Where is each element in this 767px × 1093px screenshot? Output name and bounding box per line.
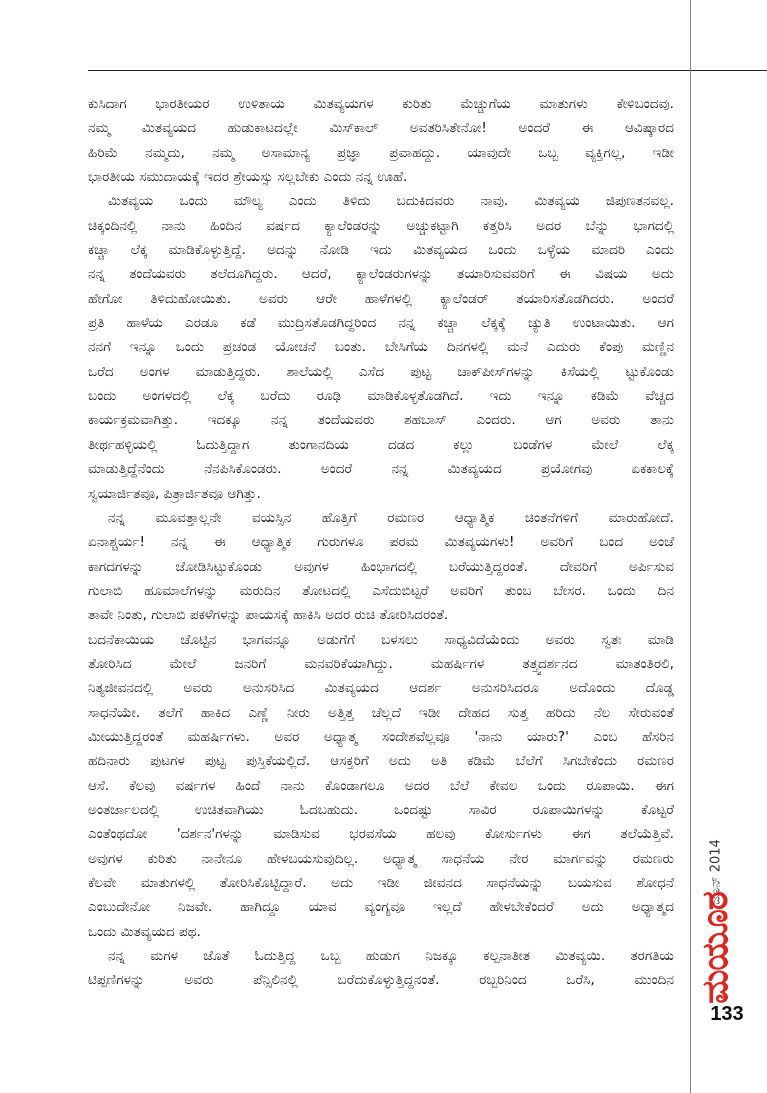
header-rule	[88, 70, 767, 71]
text-line: ಬದನೆಕಾಯಿಯ ಚೊಟ್ಟಿನ ಭಾಗವನ್ನೂ ಅಡುಗೆಗೆ ಬಳಸಲು ಸಾಧ್ಯವಿದೆಯೆಂದು ಅವರು ಸ್ವತಃ ಮಾಡಿ	[88, 631, 674, 648]
issue-date: ಜೂನ್ 2014	[708, 839, 724, 905]
text-line: ಕುಸಿದಾಗ ಭಾರತೀಯರ ಉಳಿತಾಯ ಮಿತವ್ಯಯಗಳ ಕುರಿತು ಮೆಚ್ಚುಗೆಯ ಮಾತುಗಳು ಕೇಳಿಬಂದವು.	[88, 96, 674, 112]
text-line: ಮೀಯುತ್ತಿದ್ದರಂತೆ ಮಹರ್ಷಿಗಳು. ಅವರ ಅಧ್ಯಾತ್ಮ ಸಂದೇಶವೆಲ್ಲವೂ 'ನಾನು ಯಾರು?' ಎಂಬ ಹೆಸರಿನ	[88, 728, 674, 745]
text-line: ಪ್ರತಿ ಹಾಳೆಯ ಎರಡೂ ಕಡೆ ಮುದ್ರಿಸತೊಡಗಿದ್ದರಿಂದ ನನ್ನ ಕಚ್ಚಾ ಲೆಕ್ಕಕ್ಕೆ ಚ್ಯುತಿ ಉಂಟಾಯಿತು. ಆಗ	[88, 315, 674, 332]
text-line: ಮಾಡುತ್ತಿದ್ದೆನೆಂದು ನೆನಪಿಸಿಕೊಂಡರು. ಅಂದರೆ ನನ್ನ ಮಿತವ್ಯಯದ ಪ್ರಯೋಗವು ಏಕಕಾಲಕ್ಕೆ	[88, 461, 674, 478]
text-line: ಏನಾಶ್ಚರ್ಯ! ನನ್ನ ಈ ಆಧ್ಯಾತ್ಮಿಕ ಗುರುಗಳೂ ಪರಮ ಮಿತವ್ಯಯಗಳು! ಅವರಿಗೆ ಬಂದ ಅಂಚೆ	[88, 534, 674, 551]
text-line: ಎಂಬುದೇನೋ ನಿಜವೇ. ಹಾಗಿದ್ದೂ ಯಾವ ವ್ಯಂಗ್ಯವೂ ಇಲ್ಲದೆ ಹೇಳಬೇಕೆಂದರೆ ಅದು ಅಧ್ಯಾತ್ಮದ	[88, 899, 674, 916]
text-line: ಚಿಕ್ಕಂದಿನಲ್ಲಿ ನಾನು ಹಿಂದಿನ ವರ್ಷದ ಕ್ಯಾಲೆಂಡರನ್ನು ಅಚ್ಚುಕಟ್ಟಾಗಿ ಕತ್ತರಿಸಿ ಅದರ ಬೆನ್ನು ಭಾಗದಲ್ಲಿ	[88, 217, 674, 234]
page-number: 133	[710, 1003, 744, 1025]
text-line: ನಮ್ಮ ಮಿತವ್ಯಯದ ಹುಡುಕಾಟದಲ್ಲೇ ಮಿಸ್‌ಕಾಲ್ ಅವತರಿಸಿತೇನೋ! ಅಂದರೆ ಈ ಆವಿಷ್ಕಾರದ	[88, 120, 674, 137]
text-line: ಕಾಗದಗಳನ್ನು ಜೋಡಿಸಿಟ್ಟುಕೊಂಡು ಅವುಗಳ ಹಿಂಭಾಗದಲ್ಲಿ ಬರೆಯುತ್ತಿದ್ದರಂತೆ. ದೇವರಿಗೆ ಅರ್ಪಿಸುವ	[88, 558, 674, 575]
text-line: ಕೆಲವೇ ಮಾತುಗಳಲ್ಲಿ ತೋರಿಸಿಕೊಟ್ಟಿದ್ದಾರೆ. ಅದು ಇಡೀ ಜೀವನದ ಸಾಧನೆಯನ್ನು ಬಯಸುವ ಶೋಧನೆ	[88, 875, 674, 891]
text-line: ಹೇಗೋ ತಿಳಿದುಹೋಯಿತು. ಅವರು ಆರೇ ಹಾಳೆಗಳಲ್ಲಿ ಕ್ಯಾಲೆಂಡರ್ ತಯಾರಿಸತೊಡಗಿದರು. ಅಂದರೆ	[88, 290, 674, 307]
text-line: ಒಂದು ಮಿತವ್ಯಯದ ಪಥ.	[88, 923, 201, 940]
text-line: ಮಿತವ್ಯಯ ಒಂದು ಮೌಲ್ಯ ಎಂದು ತಿಳಿದು ಬದುಕಿದವರು ನಾವು. ಮಿತವ್ಯಯ ಜಿಪುಣತನವಲ್ಲ.	[108, 193, 674, 210]
text-line: ಭಾರತೀಯ ಸಮುದಾಯಕ್ಕೆ ಇದರ ಶ್ರೇಯಸ್ಸು ಸಲ್ಲಬೇಕು ಎಂದು ನನ್ನ ಊಹೆ.	[88, 169, 408, 186]
text-line: ಹಿರಿಮೆ ನಮ್ಮದು, ನಮ್ಮ ಅಸಾಮಾನ್ಯ ಪ್ರಜ್ಞಾ ಪ್ರವಾಹದ್ದು. ಯಾವುದೇ ಒಬ್ಬ ವ್ಯಕ್ತಿಗಲ್ಲ, ಇಡೀ	[88, 144, 674, 161]
text-line: ನನ್ನ ಮೂವತ್ತಾಲ್ಲನೇ ವಯಸ್ಸಿನ ಹೊತ್ತಿಗೆ ರಮಣರ ಆಧ್ಯಾತ್ಮಿಕ ಚಿಂತನೆಗಳಿಗೆ ಮಾರುಹೋದೆ.	[108, 509, 674, 526]
text-line: ಎಂತೆಂಥದೋ 'ದರ್ಶನ'ಗಳನ್ನು ಮಾಡಿಸುವ ಭರವಸೆಯ ಹಲವು ಕೋರ್ಸುಗಳು ಈಗ ತಲೆಯೆತ್ತಿವೆ.	[88, 826, 674, 843]
text-line: ಕಾರ್ಯಕ್ರಮವಾಗಿತ್ತು. ಇದಕ್ಕೂ ನನ್ನ ತಂದೆಯವರು ಶಹಬಾಸ್ ಎಂದರು. ಆಗ ಅವರು ತಾನು	[88, 412, 674, 429]
text-line: ಸ್ವಯಾರ್ಜಿತವೂ, ಪಿತ್ರಾರ್ಜಿತವೂ ಆಗಿತ್ತು.	[88, 485, 261, 502]
text-line: ಗುಲಾಬಿ ಹೂಮಾಲೆಗಳನ್ನು ಮರುದಿನ ತೋಟದಲ್ಲಿ ಎಸೆದುಬಿಟ್ಟರೆ ಅವರಿಗೆ ತುಂಬ ಬೇಸರ. ಒಂದು ದಿನ	[88, 582, 674, 599]
text-line: ನನಗೆ ಇನ್ನೂ ಒಂದು ಪ್ರಚಂಡ ಯೋಚನೆ ಬಂತು. ಬೇಸಿಗೆಯ ದಿನಗಳಲ್ಲಿ ಮನೆ ಎದುರು ಕೆಂಪು ಮಣ್ಣಿನ	[88, 339, 674, 356]
text-line: ಹದಿನಾರು ಪುಟಗಳ ಪುಟ್ಟ ಪುಸ್ತಿಕೆಯಲ್ಲಿದೆ. ಆಸಕ್ತರಿಗೆ ಅದು ಅತಿ ಕಡಿಮೆ ಬೆಲೆಗೆ ಸಿಗಬೇಕೆಂದು ರಮಣರ	[88, 753, 674, 770]
text-line: ಆಸೆ. ಕೆಲವು ವರ್ಷಗಳ ಹಿಂದೆ ನಾನು ಕೊಂಡಾಗಲೂ ಅದರ ಬೆಲೆ ಕೇವಲ ಒಂದು ರೂಪಾಯಿ. ಈಗ	[88, 777, 674, 794]
text-line: ಅವುಗಳ ಕುರಿತು ನಾನೇನೂ ಹೇಳಬಯಸುವುದಿಲ್ಲ. ಅಧ್ಯಾತ್ಮ ಸಾಧನೆಯ ನೇರ ಮಾರ್ಗವನ್ನು ರಮಣರು	[88, 850, 674, 867]
text-line: ತೋರಿಸಿದ ಮೇಲೆ ಜನರಿಗೆ ಮನವರಿಕೆಯಾಗಿದ್ದು. ಮಹರ್ಷಿಗಳ ತತ್ತ್ವದರ್ಶನದ ಮಾತಂತಿರಲಿ,	[88, 655, 674, 672]
text-line: ನನ್ನ ತಂದೆಯವರು ತಲೆದೂಗಿದ್ದರು. ಆದರೆ, ಕ್ಯಾಲೆಂಡರುಗಳನ್ನು ತಯಾರಿಸುವವರಿಗೆ ಈ ವಿಷಯ ಅದು	[88, 266, 674, 283]
text-line: ತೀರ್ಥಹಳ್ಳಿಯಲ್ಲಿ ಓದುತ್ತಿದ್ದಾಗ ತುಂಗಾನದಿಯ ದಡದ ಕಲ್ಲು ಬಂಡೆಗಳ ಮೇಲೆ ಲೆಕ್ಕ	[88, 436, 674, 453]
text-line: ಬಂದು ಅಂಗಳದಲ್ಲಿ ಲೆಕ್ಕ ಬರೆದು ರೂಢಿ ಮಾಡಿಕೊಳ್ಳತೊಡಗಿದೆ. ಇದು ಇನ್ನೂ ಕಡಿಮೆ ವೆಚ್ಚದ	[88, 388, 674, 405]
text-line: ನನ್ನ ಮಗಳ ಜೊತೆ ಓದುತ್ತಿದ್ದ ಒಬ್ಬ ಹುಡುಗ ನಿಜಕ್ಕೂ ಕಲ್ಪನಾತೀತ ಮಿತವ್ಯಯಿ. ತರಗತಿಯ	[108, 948, 674, 965]
article-body	[88, 92, 674, 993]
magazine-logo: ಮಯೂರ	[695, 892, 736, 1004]
text-line: ಒರೆದ ಅಂಗಳ ಮಾಡುತ್ತಿದ್ದರು. ಶಾಲೆಯಲ್ಲಿ ಎಸೆದ ಪುಟ್ಟ ಚಾಕ್‌ಪೀಸ್‌ಗಳನ್ನು ಕಿಸೆಯಲ್ಲಿ ಟ್ಟುಕೊಂಡು	[88, 363, 674, 380]
text-line: ಸಾಧನೆಯೇ. ತಲೆಗೆ ಹಾಕಿದ ಎಣ್ಣೆ ನೀರು ಅತ್ತಿತ್ತ ಚೆಲ್ಲದೆ ಇಡೀ ದೇಹದ ಸುತ್ತ ಹರಿದು ನೆಲ ಸೇರುವಂತೆ	[88, 704, 674, 721]
text-line: ಕಚ್ಚಾ ಲೆಕ್ಕ ಮಾಡಿಕೊಳ್ಳುತ್ತಿದ್ದೆ. ಅದನ್ನು ನೋಡಿ ಇದು ಮಿತವ್ಯಯದ ಒಂದು ಒಳ್ಳೆಯ ಮಾದರಿ ಎಂದು	[88, 242, 674, 259]
text-line: ನಿತ್ಯಜೀವನದಲ್ಲಿ ಅವರು ಅನುಸರಿಸಿದ ಮಿತವ್ಯಯದ ಆದರ್ಶ ಅನುಸರಿಸಿದರೂ ಅದೊಂದು ದೊಡ್ಡ	[88, 680, 674, 697]
text-line: ಟಿಪ್ಪಣಿಗಳನ್ನು ಅವರು ಪೆನ್ಸಿಲಿನಲ್ಲಿ ಬರೆದುಕೊಳ್ಳುತ್ತಿದ್ದನಂತೆ. ರಬ್ಬರಿನಿಂದ ಒರೆಸಿ, ಮುಂದಿನ	[88, 972, 674, 989]
text-line: ತಾವೇ ನಿಂತು, ಗುಲಾಬಿ ಪಕಳೆಗಳನ್ನು ಪಾಯಸಕ್ಕೆ ಹಾಕಿಸಿ ಅದರ ರುಚಿ ತೋರಿಸಿದರಂತೆ.	[88, 607, 449, 624]
text-line: ಅಂತರ್ಜಾಲದಲ್ಲಿ ಉಚಿತವಾಗಿಯು ಓದಬಹುದು. ಒಂದಷ್ಟು ಸಾವಿರ ರೂಪಾಯಿಗಳನ್ನು ಕೊಟ್ಟರೆ	[88, 801, 674, 818]
margin-rule	[690, 0, 691, 1093]
